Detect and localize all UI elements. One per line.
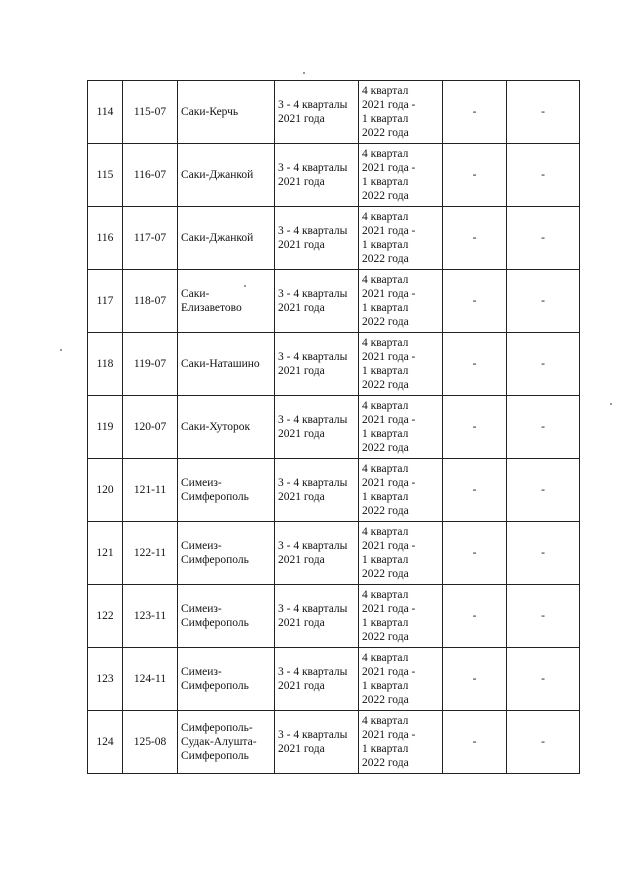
scan-speck bbox=[610, 403, 612, 405]
row-number: 124 bbox=[88, 711, 123, 774]
term: 4 квартал 2021 года - 1 квартал 2022 года bbox=[359, 81, 443, 144]
empty-value: - bbox=[507, 711, 580, 774]
term: 4 квартал 2021 года - 1 квартал 2022 года bbox=[359, 333, 443, 396]
route-name: Саки-Джанкой bbox=[178, 144, 275, 207]
table-row bbox=[88, 648, 580, 711]
route-name: Саки-Керчь bbox=[178, 81, 275, 144]
scan-speck bbox=[244, 285, 246, 287]
row-number: 119 bbox=[88, 396, 123, 459]
term: 4 квартал 2021 года - 1 квартал 2022 года bbox=[359, 270, 443, 333]
route-code: 116-07 bbox=[123, 144, 178, 207]
row-number: 114 bbox=[88, 81, 123, 144]
route-code: 121-11 bbox=[123, 459, 178, 522]
empty-value: - bbox=[443, 711, 507, 774]
routes-table-body bbox=[88, 81, 580, 774]
planned-period: 3 - 4 кварталы 2021 года bbox=[275, 585, 359, 648]
empty-value: - bbox=[443, 459, 507, 522]
planned-period: 3 - 4 кварталы 2021 года bbox=[275, 522, 359, 585]
row-number: 121 bbox=[88, 522, 123, 585]
route-code: 118-07 bbox=[123, 270, 178, 333]
route-name: Саки-Джанкой bbox=[178, 207, 275, 270]
route-name: Саки-Наташино bbox=[178, 333, 275, 396]
route-name: Симеиз- Симферополь bbox=[178, 522, 275, 585]
table-row bbox=[88, 207, 580, 270]
table-row bbox=[88, 522, 580, 585]
empty-value: - bbox=[507, 585, 580, 648]
table-row bbox=[88, 711, 580, 774]
row-number: 117 bbox=[88, 270, 123, 333]
scan-speck bbox=[303, 72, 305, 74]
planned-period: 3 - 4 кварталы 2021 года bbox=[275, 459, 359, 522]
planned-period: 3 - 4 кварталы 2021 года bbox=[275, 711, 359, 774]
term: 4 квартал 2021 года - 1 квартал 2022 года bbox=[359, 396, 443, 459]
table-row bbox=[88, 396, 580, 459]
table-row bbox=[88, 144, 580, 207]
planned-period: 3 - 4 кварталы 2021 года bbox=[275, 396, 359, 459]
row-number: 116 bbox=[88, 207, 123, 270]
term: 4 квартал 2021 года - 1 квартал 2022 года bbox=[359, 585, 443, 648]
empty-value: - bbox=[443, 207, 507, 270]
row-number: 123 bbox=[88, 648, 123, 711]
route-code: 125-08 bbox=[123, 711, 178, 774]
empty-value: - bbox=[507, 207, 580, 270]
planned-period: 3 - 4 кварталы 2021 года bbox=[275, 333, 359, 396]
term: 4 квартал 2021 года - 1 квартал 2022 года bbox=[359, 648, 443, 711]
empty-value: - bbox=[443, 522, 507, 585]
empty-value: - bbox=[507, 459, 580, 522]
empty-value: - bbox=[507, 144, 580, 207]
empty-value: - bbox=[443, 144, 507, 207]
term: 4 квартал 2021 года - 1 квартал 2022 года bbox=[359, 711, 443, 774]
route-name: Симеиз- Симферополь bbox=[178, 459, 275, 522]
route-name: Симферополь- Судак-Алушта- Симферополь bbox=[178, 711, 275, 774]
term: 4 квартал 2021 года - 1 квартал 2022 года bbox=[359, 207, 443, 270]
route-code: 120-07 bbox=[123, 396, 178, 459]
scan-speck bbox=[60, 349, 62, 351]
empty-value: - bbox=[507, 81, 580, 144]
planned-period: 3 - 4 кварталы 2021 года bbox=[275, 648, 359, 711]
empty-value: - bbox=[507, 270, 580, 333]
table-row bbox=[88, 81, 580, 144]
planned-period: 3 - 4 кварталы 2021 года bbox=[275, 81, 359, 144]
empty-value: - bbox=[507, 522, 580, 585]
row-number: 118 bbox=[88, 333, 123, 396]
route-name: Симеиз- Симферополь bbox=[178, 648, 275, 711]
route-code: 115-07 bbox=[123, 81, 178, 144]
table-row bbox=[88, 459, 580, 522]
planned-period: 3 - 4 кварталы 2021 года bbox=[275, 207, 359, 270]
row-number: 115 bbox=[88, 144, 123, 207]
route-code: 117-07 bbox=[123, 207, 178, 270]
empty-value: - bbox=[443, 333, 507, 396]
planned-period: 3 - 4 кварталы 2021 года bbox=[275, 144, 359, 207]
empty-value: - bbox=[507, 333, 580, 396]
empty-value: - bbox=[507, 396, 580, 459]
route-code: 123-11 bbox=[123, 585, 178, 648]
routes-table bbox=[87, 80, 580, 774]
empty-value: - bbox=[443, 270, 507, 333]
row-number: 120 bbox=[88, 459, 123, 522]
route-name: Саки- Елизаветово bbox=[178, 270, 275, 333]
term: 4 квартал 2021 года - 1 квартал 2022 года bbox=[359, 459, 443, 522]
term: 4 квартал 2021 года - 1 квартал 2022 года bbox=[359, 144, 443, 207]
empty-value: - bbox=[507, 648, 580, 711]
route-code: 119-07 bbox=[123, 333, 178, 396]
term: 4 квартал 2021 года - 1 квартал 2022 года bbox=[359, 522, 443, 585]
empty-value: - bbox=[443, 81, 507, 144]
route-code: 124-11 bbox=[123, 648, 178, 711]
planned-period: 3 - 4 кварталы 2021 года bbox=[275, 270, 359, 333]
route-code: 122-11 bbox=[123, 522, 178, 585]
empty-value: - bbox=[443, 396, 507, 459]
table-row bbox=[88, 270, 580, 333]
route-name: Саки-Хуторок bbox=[178, 396, 275, 459]
table-row bbox=[88, 333, 580, 396]
row-number: 122 bbox=[88, 585, 123, 648]
table-row bbox=[88, 585, 580, 648]
empty-value: - bbox=[443, 648, 507, 711]
route-name: Симеиз- Симферополь bbox=[178, 585, 275, 648]
empty-value: - bbox=[443, 585, 507, 648]
